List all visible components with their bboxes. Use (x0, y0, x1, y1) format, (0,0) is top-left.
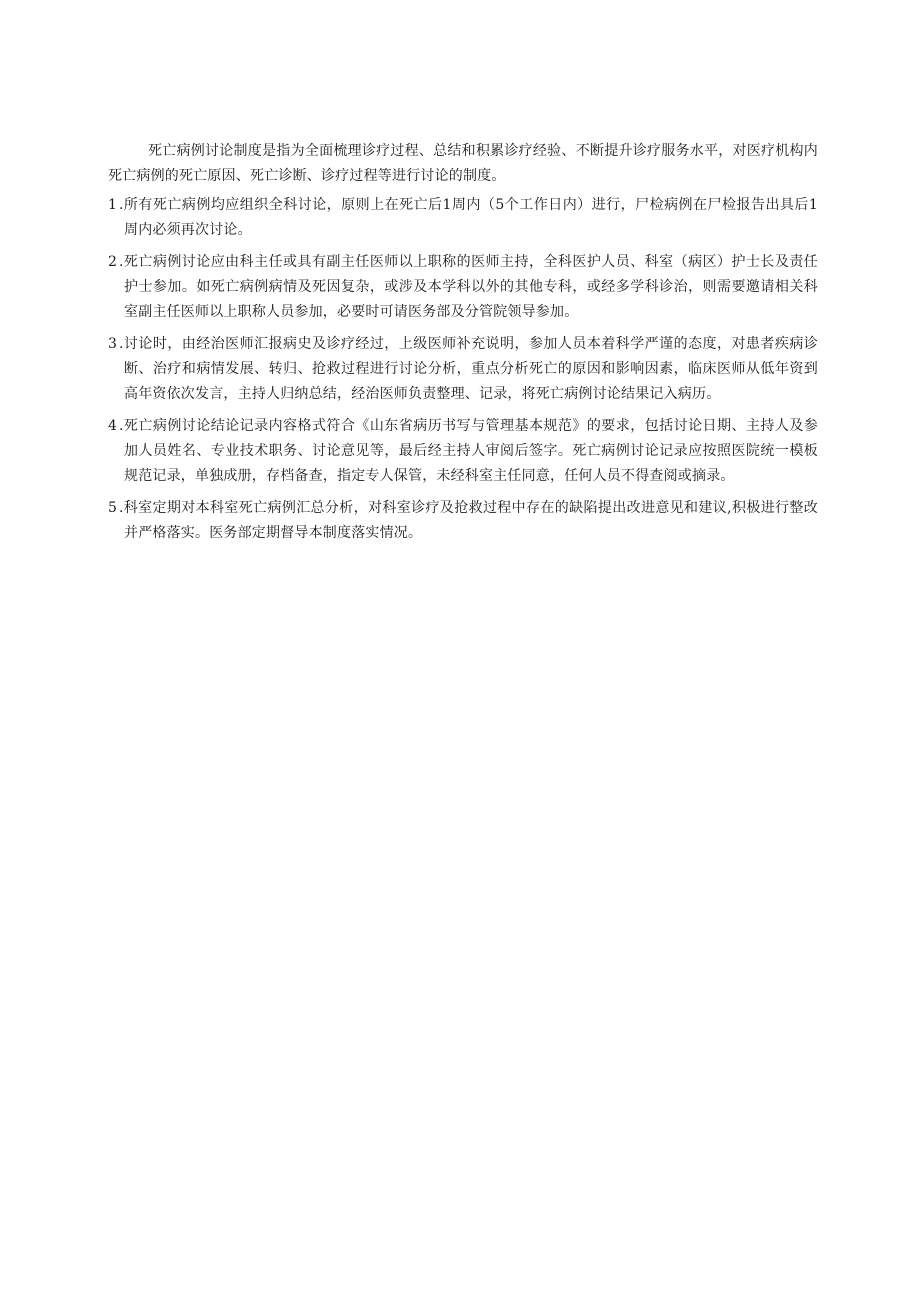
rules-list (108, 193, 818, 546)
list-item (108, 496, 818, 546)
rule-number: 1 (108, 197, 118, 213)
rule-number: 5 (108, 500, 118, 516)
rule-number: 4 (108, 418, 118, 434)
document-body (108, 139, 818, 553)
rule-text: .讨论时，由经治医师汇报病史及诊疗经过，上级医师补充说明，参加人员本着科学严谨的态度，对患者疾病诊断、治疗和病情发展、转归、抢救过程进行讨论分析，重点分析死亡的原因和影响因素，临床医师从低年资到高年资依次发言，主持人归纳总结，经治医师负责整理、记录，将死亡病例讨论结果记入病历。 (119, 336, 818, 402)
list-item (108, 332, 818, 407)
rule-text: .死亡病例讨论结论记录内容格式符合《山东省病历书写与管理基本规范》的要求，包括讨论日期、主持人及参加人员姓名、专业技术职务、讨论意见等，最后经主持人审阅后签字。死亡病例讨论记录应按照医院统一模板规范记录，单独成册，存档备查，指定专人保管，未经科室主任同意，任何人员不得查阅或摘录。 (119, 418, 818, 484)
list-item (108, 414, 818, 489)
rule-text: .科室定期对本科室死亡病例汇总分析，对科室诊疗及抢救过程中存在的缺陷提出改进意见和建议,积极进行整改并严格落实。医务部定期督导本制度落实情况。 (119, 500, 818, 541)
list-item (108, 250, 818, 325)
rule-text: .死亡病例讨论应由科主任或具有副主任医师以上职称的医师主持，全科医护人员、科室（病区）护士长及责任护士参加。如死亡病例病情及死因复杂，或涉及本学科以外的其他专科，或经多学科诊治，则需要邀请相关科室副主任医师以上职称人员参加，必要时可请医务部及分管院领导参加。 (119, 254, 818, 320)
rule-number: 3 (108, 336, 118, 352)
list-item (108, 193, 818, 243)
rule-text: .所有死亡病例均应组织全科讨论，原则上在死亡后1周内（5个工作日内）进行，尸检病例在尸检报告出具后1周内必须再次讨论。 (119, 197, 818, 238)
intro-paragraph: 死亡病例讨论制度是指为全面梳理诊疗过程、总结和积累诊疗经验、不断提升诊疗服务水平，对医疗机构内死亡病例的死亡原因、死亡诊断、诊疗过程等进行讨论的制度。 (108, 143, 818, 184)
rule-number: 2 (108, 254, 118, 270)
